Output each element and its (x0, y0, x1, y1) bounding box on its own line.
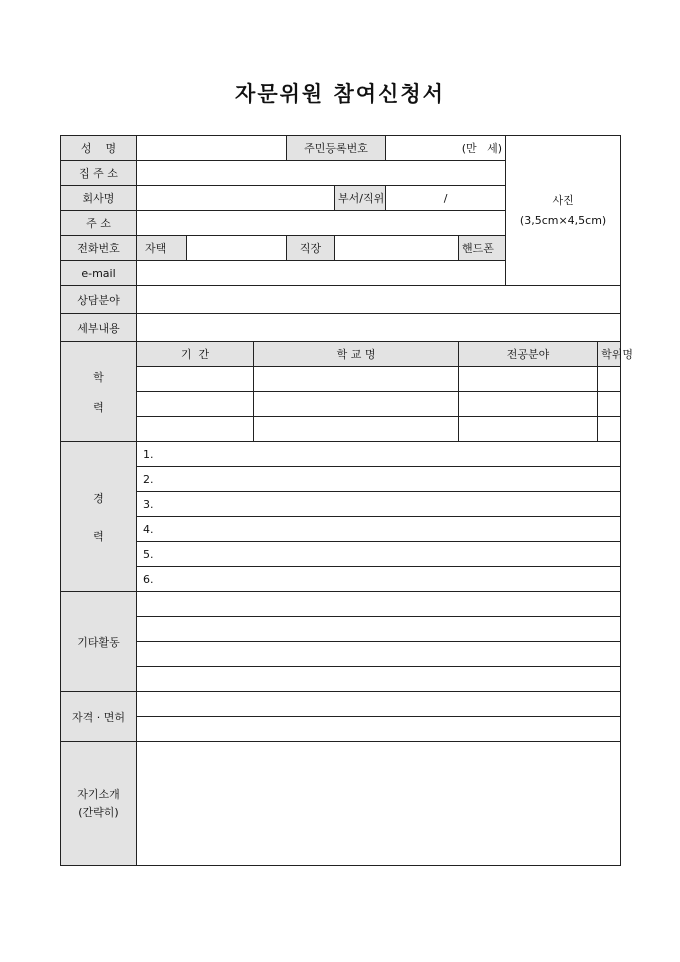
career-row-5[interactable]: 5. (137, 542, 621, 567)
field-input[interactable] (137, 286, 621, 314)
page-title: 자문위원 참여신청서 (235, 81, 445, 106)
address-input[interactable] (137, 211, 506, 236)
edu-3-degree[interactable] (598, 417, 621, 442)
career-label-2: 력 (93, 529, 104, 543)
office-phone-label: 직장 (287, 236, 335, 261)
edu-2-period[interactable] (137, 392, 254, 417)
career-label-1: 경 (93, 491, 104, 505)
name-label: 성 명 (61, 136, 137, 161)
home-address-label: 집 주 소 (61, 161, 137, 186)
intro-input[interactable] (137, 742, 621, 866)
photo-size: (3,5cm×4,5cm) (519, 213, 607, 227)
edu-1-degree[interactable] (598, 367, 621, 392)
mobile-label: 핸드폰 (459, 236, 506, 261)
career-label (61, 442, 137, 592)
license-row-1[interactable] (137, 692, 621, 717)
field-label: 상담분야 (61, 286, 137, 314)
edu-3-period[interactable] (137, 417, 254, 442)
application-form (60, 135, 633, 866)
edu-1-major[interactable] (459, 367, 598, 392)
photo-label: 사진 (552, 193, 574, 207)
activity-label: 기타활동 (61, 592, 137, 692)
career-row-3[interactable]: 3. (137, 492, 621, 517)
age-label: (만 세) (461, 142, 503, 155)
office-phone-input[interactable] (335, 236, 459, 261)
intro-label-2: (간략히) (78, 805, 119, 819)
company-label: 회사명 (61, 186, 137, 211)
email-input[interactable] (137, 261, 506, 286)
rrn-input[interactable] (386, 136, 506, 161)
phone-label: 전화번호 (61, 236, 137, 261)
name-input[interactable] (137, 136, 287, 161)
edu-header-major: 전공분야 (459, 342, 598, 367)
career-row-6[interactable]: 6. (137, 567, 621, 592)
intro-label-1: 자기소개 (77, 787, 120, 801)
edu-header-period: 기 간 (137, 342, 254, 367)
address-label: 주 소 (61, 211, 137, 236)
dept-input[interactable] (386, 186, 506, 211)
education-label-1: 학 (93, 370, 104, 384)
intro-label (61, 742, 137, 866)
activity-row-4[interactable] (137, 667, 621, 692)
activity-row-1[interactable] (137, 592, 621, 617)
education-label (61, 342, 137, 442)
edu-header-degree: 학위명 (598, 342, 621, 367)
activity-row-3[interactable] (137, 642, 621, 667)
company-input[interactable] (137, 186, 335, 211)
activity-row-2[interactable] (137, 617, 621, 642)
detail-input[interactable] (137, 314, 621, 342)
education-label-2: 력 (93, 400, 104, 414)
detail-label: 세부내용 (61, 314, 137, 342)
edu-header-school: 학 교 명 (254, 342, 459, 367)
edu-2-degree[interactable] (598, 392, 621, 417)
edu-3-school[interactable] (254, 417, 459, 442)
rrn-label: 주민등록번호 (287, 136, 386, 161)
career-row-1[interactable]: 1. (137, 442, 621, 467)
edu-1-school[interactable] (254, 367, 459, 392)
email-label: e-mail (61, 261, 137, 286)
dept-label: 부서/직위 (335, 186, 386, 211)
home-phone-input[interactable] (187, 236, 287, 261)
photo-box[interactable] (506, 136, 621, 286)
edu-3-major[interactable] (459, 417, 598, 442)
edu-2-major[interactable] (459, 392, 598, 417)
home-address-input[interactable] (137, 161, 506, 186)
license-label: 자격 · 면허 (61, 692, 137, 742)
career-row-2[interactable]: 2. (137, 467, 621, 492)
career-row-4[interactable]: 4. (137, 517, 621, 542)
home-phone-label: 자택 (137, 236, 187, 261)
dept-slash: / (443, 191, 448, 205)
license-row-2[interactable] (137, 717, 621, 742)
edu-1-period[interactable] (137, 367, 254, 392)
edu-2-school[interactable] (254, 392, 459, 417)
